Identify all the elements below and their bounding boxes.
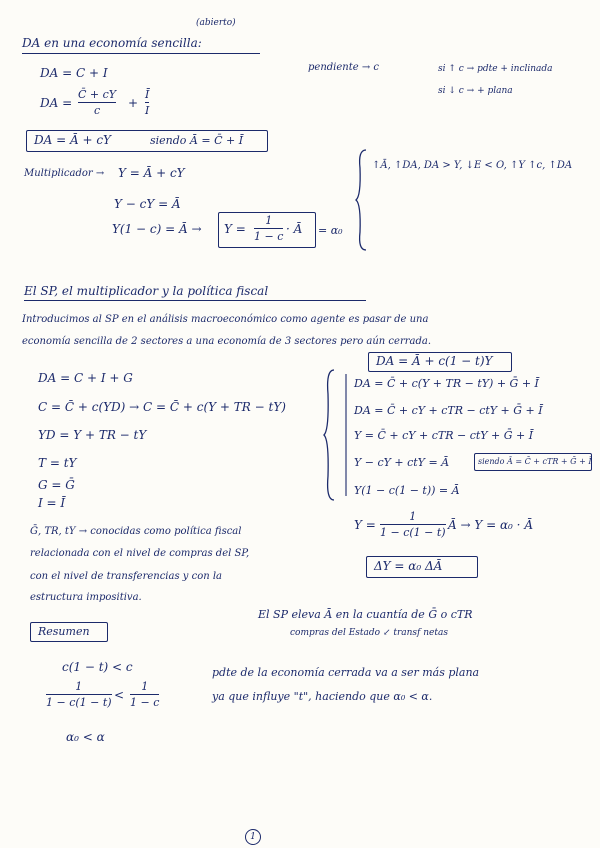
- summary-eq-3: α₀ < α: [66, 730, 105, 744]
- title-underline: [22, 53, 260, 54]
- derivation-step-5: Y(1 − c(1 − t)) = Ā: [354, 484, 460, 497]
- multiplier-label: Multiplicador →: [24, 168, 105, 179]
- multiplier-result: = α₀: [318, 224, 343, 237]
- multiplier-fraction: 1 1 − c: [254, 214, 284, 243]
- slope-up-note: si ↑ c → pdte + inclinada: [438, 64, 553, 74]
- summary-conclusion-1: pdte de la economía cerrada va a ser más plana: [212, 666, 480, 679]
- eq-da-plus: +: [128, 96, 139, 110]
- summary-conclusion-2: ya que influye "t", haciendo que α₀ < α.: [212, 690, 433, 703]
- multiplier-eq-1: Y = Ā + cY: [118, 166, 185, 180]
- boxed-da-where: siendo Ā = C̄ + Ī: [150, 134, 244, 147]
- boxed-da-sp-text: DA = Ā + c(1 − t)Y: [376, 354, 493, 368]
- page-title: DA en una economía sencilla:: [22, 36, 202, 50]
- derivation-step-2: DA = C̄ + cY + cTR − ctY + Ḡ + Ī: [354, 404, 543, 417]
- sp-multiplier-tail: Ā → Y = α₀ · Ā: [448, 518, 533, 532]
- fiscal-line-3: con el nivel de transferencias y con la: [30, 571, 223, 582]
- summary-less-than: <: [114, 688, 125, 702]
- fiscal-line-1: Ḡ, TR, tY → conocidas como política fiscal: [30, 526, 242, 537]
- eq-da-fraction-2: Ī I: [145, 88, 150, 117]
- derivation-step-1: DA = C̄ + c(Y + TR − tY) + Ḡ + Ī: [354, 377, 539, 390]
- sp-raises-line-2: compras del Estado ↙ transf netas: [290, 628, 448, 638]
- summary-fraction-a: 1 1 − c(1 − t): [46, 680, 112, 709]
- brace-icon: [354, 148, 368, 252]
- derivation-note: siendo Ā = C̄ + cTR + Ḡ + Ī: [478, 457, 592, 466]
- slope-note: pendiente → c: [308, 62, 379, 73]
- section2-title-underline: [24, 300, 366, 301]
- fiscal-line-4: estructura impositiva.: [30, 592, 142, 603]
- page-number: 1: [250, 832, 256, 842]
- page-number-circle: [245, 829, 261, 845]
- derivation-step-4: Y − cY + ctY = Ā: [354, 456, 450, 469]
- delta-y-eq: ΔY = α₀ ΔĀ: [374, 559, 443, 573]
- eq-investment: I = Ī: [38, 496, 66, 510]
- multiplier-eq-4: Y =: [224, 222, 246, 236]
- multiplier-eq-3: Y(1 − c) = Ā →: [112, 222, 202, 236]
- eq-da-fraction-1: C̄ + cY c: [78, 88, 117, 117]
- brace-sp-icon: [322, 368, 336, 502]
- summary-eq-1: c(1 − t) < c: [62, 660, 133, 674]
- eq-disposable-income: YD = Y + TR − tY: [38, 428, 147, 442]
- eq-da-sp: DA = C + I + G: [38, 371, 133, 385]
- fiscal-line-2: relacionada con el nivel de compras del SP,: [30, 548, 250, 559]
- slope-down-note: si ↓ c → + plana: [438, 86, 513, 96]
- eq-government: G = Ḡ: [38, 478, 75, 492]
- derivation-rule: [342, 372, 350, 498]
- multiplier-eq-4-tail: · Ā: [286, 222, 303, 236]
- sp-raises-line-1: El SP eleva Ā en la cuantía de Ḡ o cTR: [258, 608, 473, 621]
- header-note: (abierto): [196, 18, 236, 28]
- section2-intro-1: Introducimos al SP en el análisis macroeconómico como agente es pasar de una: [22, 314, 429, 325]
- section2-intro-2: economía sencilla de 2 sectores a una economía de 3 sectores pero aún cerrada.: [22, 336, 432, 347]
- eq-da-basic: DA = C + I: [40, 66, 108, 80]
- eq-da-lhs: DA =: [40, 96, 73, 110]
- eq-taxes: T = tY: [38, 456, 77, 470]
- boxed-da-text: DA = Ā + cY: [34, 133, 111, 147]
- summary-fraction-b: 1 1 − c: [130, 680, 160, 709]
- sp-multiplier-lhs: Y =: [354, 518, 376, 532]
- brace-note: ↑Ā, ↑DA, DA > Y, ↓E < O, ↑Y ↑c, ↑DA: [372, 160, 573, 171]
- multiplier-eq-2: Y − cY = Ā: [114, 197, 181, 211]
- sp-multiplier-fraction: 1 1 − c(1 − t): [380, 510, 446, 539]
- eq-consumption: C = C̄ + c(YD) → C = C̄ + c(Y + TR − tY): [38, 400, 286, 414]
- derivation-step-3: Y = C̄ + cY + cTR − ctY + Ḡ + Ī: [354, 429, 534, 442]
- section2-title: El SP, el multiplicador y la política fiscal: [24, 284, 269, 298]
- summary-title: Resumen: [38, 625, 90, 638]
